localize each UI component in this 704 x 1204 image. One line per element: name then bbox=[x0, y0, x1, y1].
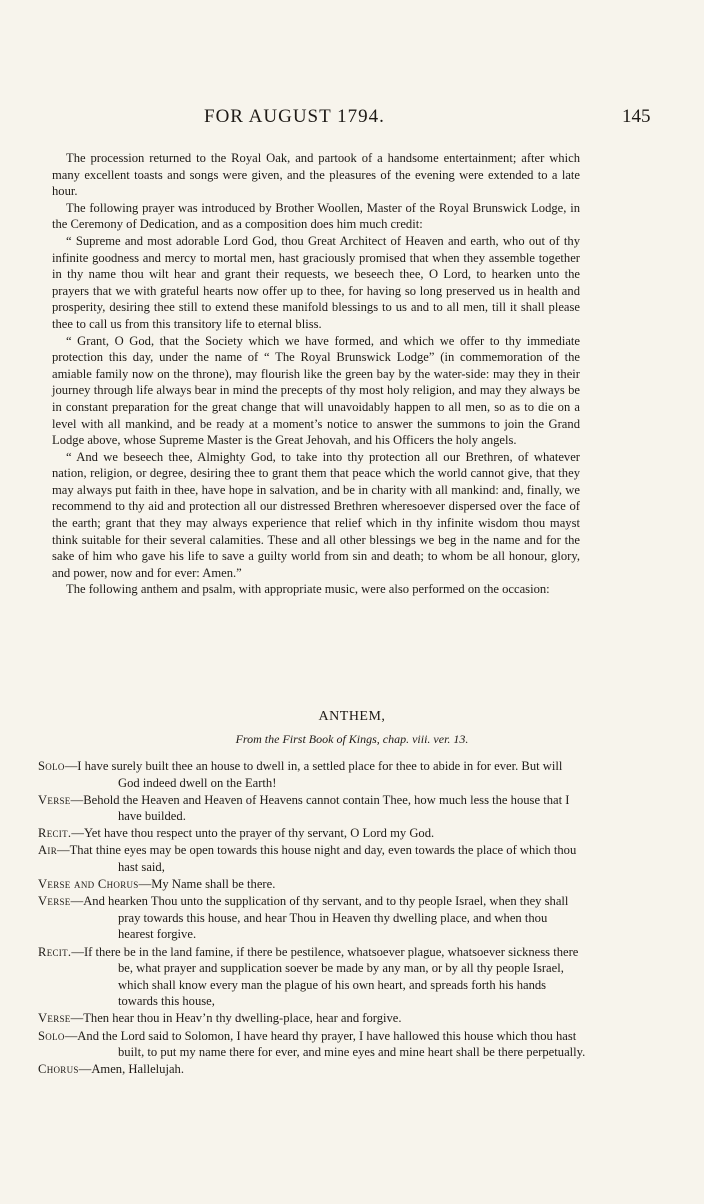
page-number: 145 bbox=[622, 106, 651, 127]
paragraph-anthem-intro: The following anthem and psalm, with appropriate music, were also performed on the occasion: bbox=[66, 582, 550, 597]
anthem-part bbox=[38, 893, 586, 943]
anthem-part bbox=[38, 944, 586, 1010]
part-label: Solo bbox=[38, 759, 65, 773]
anthem-title: ANTHEM, bbox=[318, 709, 386, 724]
part-label: Air bbox=[38, 843, 57, 858]
anthem-part bbox=[38, 792, 586, 825]
anthem-part bbox=[38, 758, 586, 791]
running-title: FOR AUGUST 1794. bbox=[204, 106, 385, 127]
paragraph-prayer-intro: The following prayer was introduced by Brother Woollen, Master of the Royal Brunswick Lodge, in the Ceremony of Dedication, and as a composition does him much credit: bbox=[52, 200, 580, 232]
part-text: —I have surely built thee an house to dwell in, a settled place for thee to abide in for ever. But will God indeed dwell on the Earth! bbox=[64, 759, 563, 790]
part-text: —Amen, Hallelujah. bbox=[78, 1062, 184, 1077]
part-text: —And the Lord said to Solomon, I have heard thy prayer, I have hallowed this house which thou hast built, to put my name there for ever, and mine eyes and mine heart shall be there perpetually. bbox=[64, 1028, 586, 1060]
part-text: —Then hear thou in Heav’n thy dwelling-place, hear and forgive. bbox=[70, 1011, 402, 1026]
running-head bbox=[0, 106, 704, 136]
paragraph-prayer-3: “ And we beseech thee, Almighty God, to take into thy protection all our Brethren, of whatever nation, religion, or degree, desiring thee to grant them that peace which the world cannot give, that they may always put faith in thee, have hope in salvation, and be in charity with all mankind: and, finally, we recommend to thy aid and protection all our distressed Brethren wheresoever dispersed over the face of the earth; grant that they may always experience that relief which in thy infinite wisdom thou mayst think suitable for their several calamities. These and all other blessings we beg in the name and for the sake of him who gave his life to save a guilty world from sin and death; to whom be all honour, glory, and power, now and for ever: Amen.” bbox=[52, 449, 580, 580]
anthem-part bbox=[38, 842, 586, 875]
anthem-part bbox=[38, 1028, 586, 1061]
paragraph-prayer-1: “ Supreme and most adorable Lord God, thou Great Architect of Heaven and earth, who out of thy infinite goodness and mercy to mortal men, hast graciously promised that when they assemble together in thy name thou wilt hear and grant their requests, we beseech thee, O Lord, to hearken unto the prayers that we with grateful hearts now offer up to thee, for having so long preserved us in health and prosperity, desiring thee still to extend these manifold blessings to us and to all men, till it shall please thee to call us from this transitory life to eternal bliss. bbox=[52, 233, 580, 331]
anthem-part bbox=[38, 876, 586, 893]
part-label: Solo bbox=[38, 1028, 65, 1043]
anthem-part bbox=[38, 1061, 586, 1078]
part-text: —Yet have thou respect unto the prayer of thy servant, O Lord my God. bbox=[71, 826, 435, 841]
part-text: —My Name shall be there. bbox=[138, 877, 276, 892]
part-label: Chorus bbox=[38, 1062, 79, 1077]
part-label: Verse bbox=[38, 894, 71, 909]
part-label: Verse and Chorus bbox=[38, 877, 139, 892]
part-label: Verse bbox=[38, 1011, 71, 1026]
anthem-part bbox=[38, 825, 586, 842]
anthem-body bbox=[38, 758, 586, 1078]
anthem-source: From the First Book of Kings, chap. viii. ver. 13. bbox=[235, 732, 469, 746]
part-text: —Behold the Heaven and Heaven of Heavens cannot contain Thee, how much less the house that I have builded. bbox=[70, 792, 570, 824]
part-label: Recit. bbox=[38, 826, 72, 841]
paragraph-procession: The procession returned to the Royal Oak, and partook of a handsome entertainment; after which many excellent toasts and songs were given, and the pleasures of the evening were extended to a late hour. bbox=[52, 151, 580, 199]
part-label: Recit. bbox=[38, 944, 72, 959]
part-label: Verse bbox=[38, 792, 71, 807]
part-text: —If there be in the land famine, if there be pestilence, whatsoever plague, whatsoever sickness there be, what prayer and supplication soever be made by any man, or by all thy people Israel, which shall know every man the plague of his own heart, and spreads forth his hands towards this house, bbox=[71, 944, 579, 1009]
part-text: —That thine eyes may be open towards this house night and day, even towards the place of which thou hast said, bbox=[57, 843, 577, 875]
anthem-part bbox=[38, 1010, 586, 1027]
body-text bbox=[52, 150, 580, 598]
paragraph-prayer-2: “ Grant, O God, that the Society which we have formed, and which we offer to thy immediate protection this day, under the name of “ The Royal Brunswick Lodge” (in commemoration of the amiable family now on the throne), may flourish like the green bay by the water-side: may they in their journey through life always bear in mind the precepts of thy most holy religion, and may they always be in constant preparation for the great change that will unavoidably happen to all men, so as to die on a level with all mankind, and be ready at a moment’s notice to answer the summons to join the Grand Lodge above, whose Supreme Master is the Great Jehovah, and his Officers the holy angels. bbox=[52, 333, 580, 448]
part-text: —And hearken Thou unto the supplication of thy servant, and to thy people Israel, when they shall pray towards this house, and hear Thou in Heaven thy dwelling place, and when thou hearest forgive. bbox=[70, 894, 569, 942]
